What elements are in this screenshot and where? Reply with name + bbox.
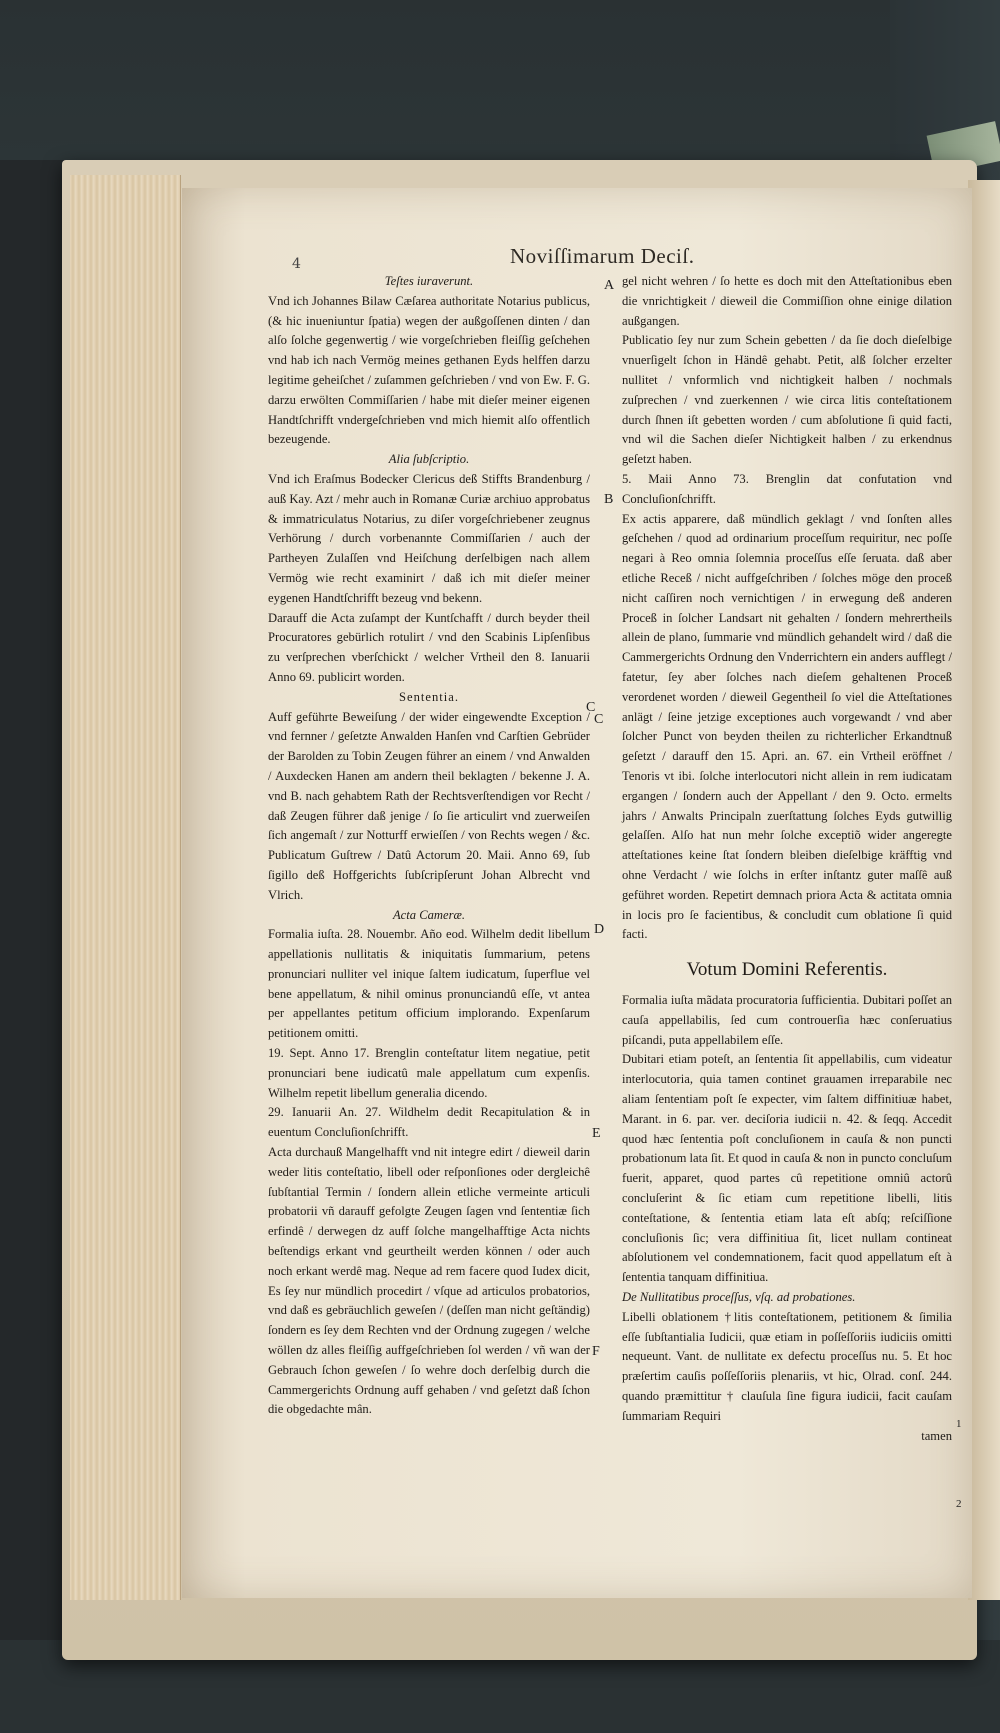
margin-letter-e: E bbox=[592, 1126, 601, 1141]
paragraph: 5. Maii Anno 73. Brenglin dat confutation vnd Concluſionſchrifft. bbox=[622, 471, 952, 506]
section-heading: Sententia. bbox=[398, 689, 459, 704]
paragraph: Formalia iuſta mãdata procuratoria ſufficientia. Dubitari poſſet an cauſa appellabilis, ſed cum controuerſia hæc conſeruatius piſcandi, puta appellabilem eſſe. bbox=[622, 993, 952, 1047]
paragraph: Libelli oblationem †litis conteſtationem, petitionem & ſimilia eſſe ſubſtantialia Iudicii, quæ etiam in poſſeſſoriis iudiciis omitti nequeunt. Vant. de nullitate ex defectu proceſſus nu. 5. Et hoc præſertim cauſis poſſeſſoriis plenariis, vt hic, Olrad. conſ. 244. quando præmittitur † clauſula ſine figura iudicii, facit cauſam ſummariam Requiri bbox=[622, 1309, 952, 1423]
section-heading: Acta Cameræ. bbox=[392, 907, 466, 922]
paragraph: 19. Sept. Anno 17. Brenglin conteſtatur litem negatiue, petit pronunciari bene iudicatû male appellatum cum expenſis. Wilhelm repetit libellum generalia dicendo. bbox=[268, 1046, 590, 1100]
paragraph: Acta durchauß Mangelhafft vnd nit integre edirt / dieweil darin weder litis conteſtatio, libell oder reſponſiones oder dergleichê ſubſtantial Termin / ſondern allein etliche vermeinte articuli probatorii vñ darauff gefolgte Zeugen ſagen vnd ſententiæ ſich erfindê / derwegen dz auff ſolche mangelhafftige Acta nichts beſtendigs erkant vnd geurtheilt werden können / oder auch noch erkant werdê mag. Neque ad rem facere quod Iudex dicit, Es ſey nur mündlich procedirt / vſque ad articulos probatorios, vnd daß es gebräuchlich geweſen / (deſſen man nicht geſtändig) ſondern es ſey dem Rechten vnd der Ordnung zugegen / welche wöllen dz alles fleiſſig auffgeſchrieben ſol werden / vñ wan der Gebrauch ſchon geweſen / ſo wehre doch derſelbig durch die Cammergerichts Ordnung auff gehaben / vnd geſetzt daß ſchon die obgedachte mân. bbox=[268, 1145, 590, 1417]
paragraph: Vnd ich Johannes Bilaw Cæſarea authoritate Notarius publicus, (& hic inueniuntur ſpatia) wegen der außgoſſenen dinten / dan alſo ſolche gegenwertig / wie vorgeſchrieben fleiſſig geſchehen vnd hab ich nach Vermög meines gethanen Eyds helffen darzu legitime geheiſchet / zuſammen geſchrieben / vnd von Ew. F. G. darzu erwölten Commiſſarien / habe mit dieſer meiner eigenen Handtſchrifft vndergeſchrieben vnd mich hiemit alſo offentlich bezeugende. bbox=[268, 293, 590, 447]
paragraph: Darauff die Acta zuſampt der Kuntſchafft / durch beyder theil Procuratores gebürlich rotulirt / vnd den Scabinis Lipſenſibus zu verſprechen vberſchickt / welcher Vrtheil den 8. Ianuarii Anno 69. publicirt worden. bbox=[268, 610, 590, 684]
paragraph: Ex actis apparere, daß mündlich geklagt / vnd ſonſten alles geſchehen / quod ad ordinarium proceſſum requiritur, nec poſſe negari à Reo omnia ſolemnia proceſſus eſſe ſeruata. daß aber etliche Receß / nicht auffgeſchriben / ſolches möge den proceß nicht caſſiren noch vernichtigen / in erwegung deß anderen Proceß in ſolcher Landsart nit gehalten / ſondern mehrertheils allein de plano, ſummarie vnd mündlich gehandelt wird / daß die Cammergerichts Ordnung den Vnderrichtern ein anders aufflegt / fatetur, ſey aber ſolches nach dieſem gehaltenen Proceß verordenet worden / dieweil Gegentheil ſo viel die Atteſtationes anlägt / ſeine jetzige exceptiones auch vorgewandt / vnd aber ſolcher Punct von beyden theilen zu richterlicher Erkandtnuß geſetzt / darauff den 15. Apri. an. 67. ein Vrtheil eröffnet / Tenoris vt ibi. ſolche interlocutori nicht allein in rem iudicatam ergangen / ſondern auch der Appellant / den 9. Octo. ermelts jahrs / Anwalts Principaln zuerſtattung ſolches Eyds gutwillig gelaſſen. Alſo hat nun mehr ſolche exceptiõ wider angeregte atteſtationes keine ſtat ſondern bleiben dieſelbige kräfftig vnd ohne Verdacht / wie ſolchs in erſter inſtantz guter maſſê auß geführet worden. Repetirt demnach priora Acta & actitata omnia in locis pro ſe facientibus, & concludit cum oblatione ſi quid facti. bbox=[622, 511, 952, 942]
paragraph: Auff geführte Beweiſung / der wider eingewendte Exception / vnd fernner / geſetzte Anwalden Hanſen vnd Carſtien Gebrüder der Barolden zu Tobin Zeugen führer an einem / vnd Anwalden / Auxdecken Hanen am andern theil beklagten / bekenne J. A. vnd B. nach gehabtem Rath der Rechtsverſtendigen vor Recht / daß Zeugen führer daß jenige / ſo ſie articulirt vnd zuerweiſen ſich angemaſt / zur Notturff erwieſſen / von Rechts wegen / &c. Publicatum Guſtrew / Datû Actorum 20. Maii. Anno 69, ſub ſigillo deß Hoffgerichts ſubſcripſerunt Johan Albrecht vnd Vlrich. bbox=[268, 709, 590, 902]
background-cloth-top bbox=[0, 0, 1000, 160]
section-heading: Teſtes iuraverunt. bbox=[384, 274, 474, 288]
paragraph: Vnd ich Eraſmus Bodecker Clericus deß Stiffts Brandenburg / auß Kay. Azt / mehr auch in Romanæ Curiæ archiuo approbatus & immatriculatus Notarius, zu diſer vorgeſchriebener zeugnus Verhörung / durch vorbenannte Commiſſarien / auch der Partheyen Zulaſſen vnd Heiſchung derſelbigen nach allem Vermög wie recht examinirt / daß ich mit dieſer meiner eygenen Handtſchrifft bezeug vnd bekenn. bbox=[268, 471, 591, 605]
right-text-column bbox=[622, 272, 952, 1446]
margin-number-1: 1 bbox=[956, 1418, 962, 1430]
paragraph: 29. Ianuarii An. 27. Wildhelm dedit Recapitulation & in euentum Concluſionſchrifft. bbox=[268, 1105, 590, 1140]
running-head: Noviſſimarum Deciſ. bbox=[510, 244, 695, 268]
margin-letter-c-left: C bbox=[586, 700, 596, 715]
section-title: Votum Domini Referentis. bbox=[686, 959, 888, 981]
section-heading: Alia ſubſcriptio. bbox=[388, 452, 470, 467]
paragraph: Formalia iuſta. 28. Nouembr. Año eod. Wilhelm dedit libellum appellationis nullitatis & iniquitatis ſummarium, petens pronunciari nulliter vel inique ſaltem iudicatum, ſuperflue vel bene appellatum, & nihil ominus pronunciandû eſſe, vt antea per appellantes petitum officium implorando. Expenſarum petitionem omitti. bbox=[268, 927, 590, 1041]
section-heading: De Nullitatibus proceſſus, vſq. ad probationes. bbox=[622, 1290, 856, 1305]
left-text-column bbox=[268, 272, 590, 1420]
margin-letter-a: A bbox=[604, 278, 615, 293]
paragraph: gel nicht wehren / ſo hette es doch mit den Atteſtationibus eben die vnrichtigkeit / dieweil die Commiſſion ohne einige dilation außgangen. bbox=[622, 274, 952, 328]
margin-letter-c: C bbox=[594, 712, 604, 727]
facing-page-edge bbox=[968, 180, 1000, 1600]
paragraph: Dubitari etiam poteſt, an ſententia ſit appellabilis, cum videatur interlocutoria, quia tamen continet grauamen irreparabile nec aliam ſententiam poſt ſe expecter, vim ſaltem diffinitiuæ habet, Marant. in 6. par. ver. deciſoria iudicii n. 42. & ſeqq. Accedit quod hæc ſententia poſt concluſionem in cauſa & non puncti probationum lata ſit. Et quod in cauſa & non in puncto concluſum fuerit, apparet, quod partes cû repetitione omniû actorû concluſerint & ſic etiam cum repetitione libelli, litis conteſtatione, & ſententia etiam lata eſt abſq; reſciſſione concluſionis ſic; vera diffinitiua ſit, licet nullam contineat abſolutionem vel condemnationem, facit quod appellatum eſt à ſententia tanquam diffinitiua. bbox=[622, 1052, 952, 1285]
margin-letter-f: F bbox=[592, 1344, 600, 1359]
margin-letter-d: D bbox=[594, 922, 605, 937]
paragraph: Publicatio ſey nur zum Schein gebetten / da ſie doch dieſelbige vnuerſigelt ſchon in Händê gehabt. Petit, alß ſolcher erzelter nullitet / vnformlich vnd nichtigkeit halben / nochmals zuſprechen / vnd zuerkennen / wie circa litis conteſtationem durch ſhnen iſt gebetten worden / cum abſolutione ſi quid facti, vnd wil die Sachen dieſer Nichtigkeit halben / zu erkendnus geſetzt haben. bbox=[622, 333, 952, 467]
page-mark: 4 bbox=[292, 256, 301, 272]
margin-letter-b: B bbox=[604, 492, 614, 507]
margin-number-2: 2 bbox=[956, 1498, 962, 1510]
catchword: tamen bbox=[921, 1428, 952, 1443]
page-stack-edge bbox=[70, 175, 181, 1600]
